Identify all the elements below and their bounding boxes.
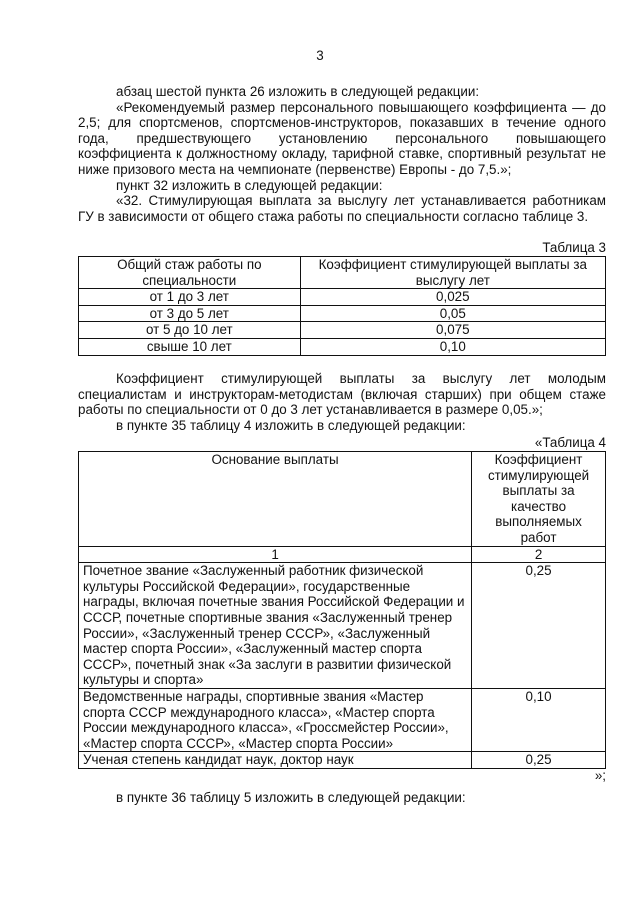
table-cell: 0,25 [472, 752, 606, 769]
closing-quote: »; [594, 768, 606, 783]
table-header: Основание выплаты [79, 452, 472, 547]
table-cell: 0,10 [472, 688, 606, 751]
table-cell: от 1 до 3 лет [79, 289, 301, 306]
paragraph: «32. Стимулирующая выплата за выслугу лет устанавливается работникам ГУ в зависимости от общего стажа работы по специальности согласно таблице 3. [78, 193, 606, 224]
paragraph: «Рекомендуемый размер персонального повышающего коэффициента — до 2,5; для спортсменов, спортсменов-инструкторов, показавших в течение одного года, предшествующего установлению персонального повышающего коэффициента к должностному окладу, тарифной ставке, спортивный результат не ниже призового места на чемпионате (первенстве) Европы - до 7,5.»; [78, 99, 606, 177]
paragraph: в пункте 35 таблицу 4 изложить в следующей редакции: [116, 417, 466, 433]
amendment-text-3 [78, 790, 606, 806]
table-header-row [79, 257, 606, 289]
table-cell: 0,25 [472, 563, 606, 689]
table-row [79, 305, 606, 322]
column-number-row [79, 546, 606, 563]
amendment-text-2 [78, 371, 606, 433]
table-cell: 0,05 [300, 305, 605, 322]
table-header: Общий стаж работы по специальности [79, 257, 301, 289]
table-header: Коэффициент стимулирующей выплаты за выслугу лет [300, 257, 605, 289]
column-number: 2 [472, 546, 606, 563]
paragraph: абзац шестой пункта 26 изложить в следующей редакции: [116, 84, 480, 99]
table-cell: свыше 10 лет [79, 338, 301, 355]
table-row [79, 563, 606, 689]
column-number: 1 [79, 546, 472, 563]
page-number: 3 [316, 48, 324, 63]
table-cell: Почетное звание «Заслуженный работник физической культуры Российской Федерации», государственные награды, включая почетные звания Российской Федерации и СССР, почетные спортивные звания «Заслуженный тренер России», «Заслуженный тренер СССР», «Заслуженный мастер спорта России», «Заслуженный мастер спорта СССР», почетный знак «За заслуги в развитии физической культуры и спорта» [79, 563, 472, 689]
table-cell: 0,025 [300, 289, 605, 306]
table-cell: 0,075 [300, 322, 605, 339]
table4-caption: «Таблица 4 [534, 435, 606, 450]
table-cell: Ученая степень кандидат наук, доктор наук [79, 752, 472, 769]
table3-caption: Таблица 3 [542, 240, 606, 255]
paragraph: Коэффициент стимулирующей выплаты за выслугу лет молодым специалистам и инструкторам-методистам (включая старших) при общем стаже работы по специальности от 0 до 3 лет устанавливается в размере 0,05.»; [78, 371, 606, 418]
table-row [79, 289, 606, 306]
table-row [79, 752, 606, 769]
table-header: Коэффициент стимулирующей выплаты за качество выполняемых работ [472, 452, 606, 547]
table-cell: от 3 до 5 лет [79, 305, 301, 322]
table-cell: Ведомственные награды, спортивные звания «Мастер спорта СССР международного класса», «Мастер спорта России международного класса», «Гроссмейстер России», «Мастер спорта СССР», «Мастер спорта России» [79, 688, 472, 751]
paragraph: в пункте 36 таблицу 5 изложить в следующей редакции: [116, 790, 466, 805]
table-row [79, 322, 606, 339]
table-header-row [79, 452, 606, 547]
paragraph: пункт 32 изложить в следующей редакции: [116, 177, 383, 193]
table-4 [78, 451, 606, 769]
table-3 [78, 256, 606, 356]
table-row [79, 688, 606, 751]
table-cell: от 5 до 10 лет [79, 322, 301, 339]
amendment-text-1 [78, 84, 606, 224]
table-cell: 0,10 [300, 338, 605, 355]
table-row [79, 338, 606, 355]
